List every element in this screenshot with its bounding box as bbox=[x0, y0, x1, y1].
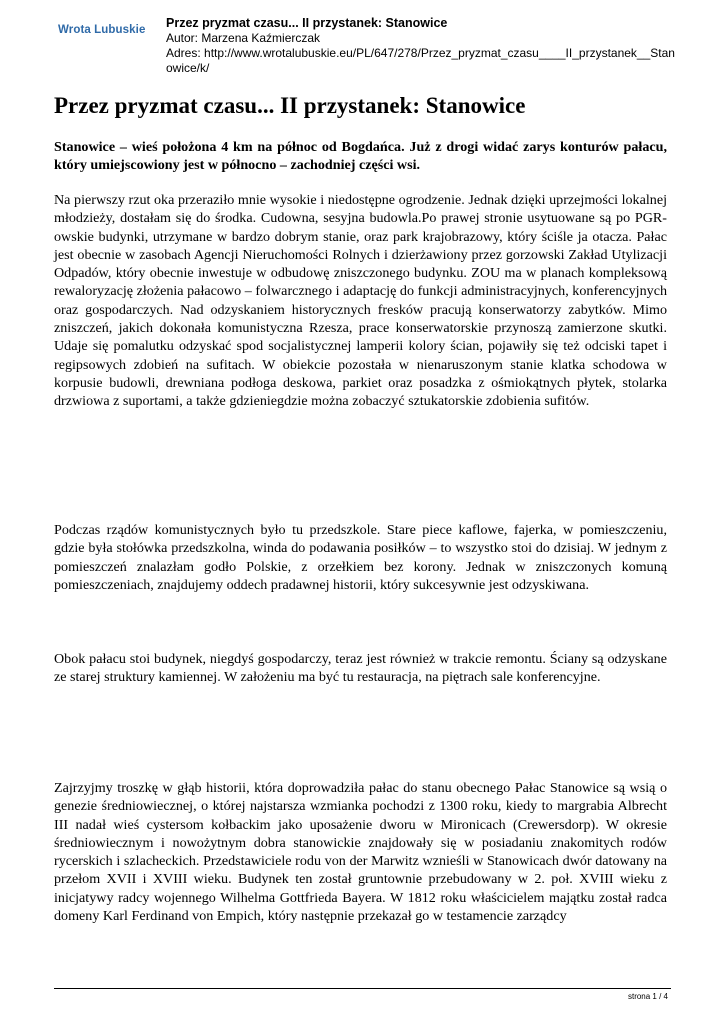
header-info bbox=[166, 16, 676, 76]
header-address: Adres: http://www.wrotalubuskie.eu/PL/647/278/Przez_pryzmat_czasu____II_przystanek__Stanowice/k/ bbox=[166, 46, 675, 75]
wrota-lubuskie-logo: Wrota Lubuskie bbox=[58, 24, 146, 36]
header-title: Przez pryzmat czasu... II przystanek: Stanowice bbox=[166, 16, 448, 30]
header-author: Autor: Marzena Kaźmierczak bbox=[166, 31, 321, 45]
article-title: Przez pryzmat czasu... II przystanek: Stanowice bbox=[54, 93, 526, 118]
article-paragraph-4: Zajrzyjmy troszkę w głąb historii, która doprowadziła pałac do stanu obecnego Pałac Stanowice są wsią o genezie średniowiecznej, o której najstarsza wzmianka pochodzi z 1300 roku, kiedy to margrabia Albrecht III nadał wieś cystersom kołbackim jako uposażenie dworu w Mironicach (Crewersdorp). W okresie średniowiecznym i nowożytnym dobra stanowickie znajdowały się w posiadaniu znakomitych rodów rycerskich i szlacheckich. Przedstawiciele rodu von der Marwitz wznieśli w Stanowicach dwór datowany na przełom XVII i XVIII wieku. Budynek ten został gruntownie przebudowany w 2. poł. XVIII wieku z inicjatywy radcy wojennego Wilhelma Gottfrieda Bayera. W 1812 roku właścicielem majątku został radca domeny Karl Ferdinand von Empich, który następnie przekazał go w testamencie zarządcy bbox=[54, 780, 667, 925]
page-number: strona 1 / 4 bbox=[627, 992, 668, 1001]
page-header bbox=[0, 0, 725, 80]
article-lead: Stanowice – wieś położona 4 km na północ od Bogdańca. Już z drogi widać zarys konturów pałacu, który umiejscowiony jest w północno – zachodniej części wsi. bbox=[54, 139, 667, 174]
article-paragraph-2: Podczas rządów komunistycznych było tu przedszkole. Stare piece kaflowe, fajerka, w pomieszczeniu, gdzie była stołówka przedszkolna, winda do podawania posiłków – to wszystko stoi do dzisiaj. W jednym z pomieszczeń znalazłam godło Polskie, z orzełkiem bez korony. Jednak w zniszczonych komuną pomieszczeniach, znajdujemy oddech pradawnej historii, który sukcesywnie jest odzyskiwana. bbox=[54, 522, 667, 593]
footer-divider bbox=[54, 988, 671, 989]
article-paragraph-3: Obok pałacu stoi budynek, niegdyś gospodarczy, teraz jest również w trakcie remontu. Ściany są odzyskane ze starej struktury kamiennej. W założeniu ma być tu restauracja, na piętrach sale konferencyjne. bbox=[54, 651, 667, 686]
article-paragraph-1: Na pierwszy rzut oka przeraziło mnie wysokie i niedostępne ogrodzenie. Jednak dzięki uprzejmości lokalnej młodzieży, dostałam się do środka. Cudowna, sesyjna budowla.Po prawej stronie usytuowane są po PGR-owskie budynki, utrzymane w bardzo dobrym stanie, oraz park krajobrazowy, który ściśle ja otacza. Pałac jest obecnie w zasobach Agencji Nieruchomości Rolnych i dzierżawiony przez gorzowski Zakład Utylizacji Odpadów, który obecnie inwestuje w odbudowę zniszczonego budynku. ZOU ma w planach kompleksową rewaloryzację złożenia pałacowo – folwarcznego i adaptację do funkcji administracyjnych, konferencyjnych oraz gospodarczych. Nad odzyskaniem historycznych fresków pracują konserwatorzy zabytków. Mimo zniszczeń, jakich dokonała komunistyczna Rzesza, prace konserwatorskie przynoszą zamierzone skutki. Udaje się pomalutku odzyskać spod socjalistycznej lamperii kolory ścian, pojawiły się też odciski tapet i regipsowych zdobień na sufitach. W obiekcie pozostała w nienaruszonym stanie klatka schodowa w korpusie budowli, drewniana podłoga deskowa, parkiet oraz posadzka z ośmiokątnych płytek, stolarka drzwiowa z suportami, a także gdzieniegdzie można zobaczyć sztukatorskie zdobienia sufitów. bbox=[54, 192, 667, 410]
